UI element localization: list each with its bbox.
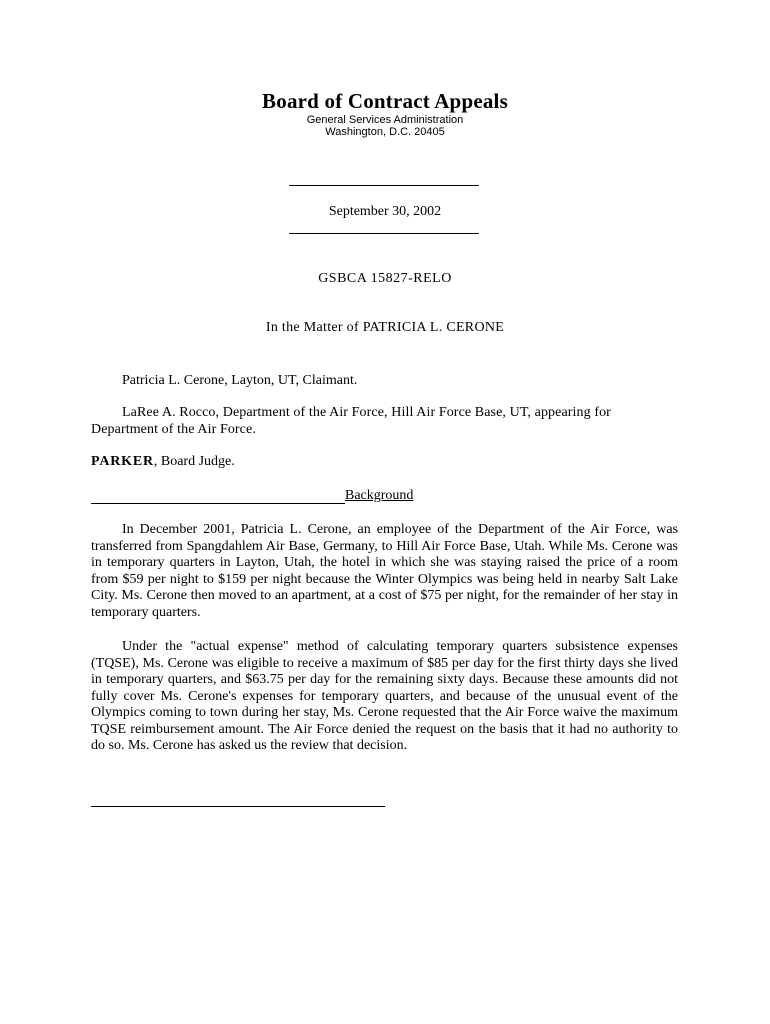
board-title: Board of Contract Appeals: [262, 89, 508, 113]
matter-caption: In the Matter of PATRICIA L. CERONE: [265, 320, 505, 335]
paragraph: Under the "actual expense" method of calculating temporary quarters subsistence expenses (TQSE), Ms. Cerone was eligible to receive a maximum of $85 per day for the first thirty days she lived in temporary quarters, and $63.75 per day for the remaining sixty days. Because these amounts did not fully cover Ms. Cerone's expenses for temporary quarters, and because of the unusual event of the Olympics coming to town during her stay, Ms. Cerone requested that the Air Force waive the maximum TQSE reimbursement amount. The Air Force denied the request on the basis that it had no authority to do so. Ms. Cerone has asked us the review that decision.: [91, 639, 678, 753]
judge-line: [91, 453, 679, 470]
claimant-line: Patricia L. Cerone, Layton, UT, Claimant.: [122, 373, 358, 388]
judge-name: PARKER: [91, 454, 154, 469]
paragraph: In December 2001, Patricia L. Cerone, an employee of the Department of the Air Force, was transferred from Spangdahlem Air Base, Germany, to Hill Air Force Base, Utah. While Ms. Cerone was in temporary quarters in Layton, Utah, the hotel in which she was staying raised the price of a room from $59 per night to $159 per night because the Winter Olympics was being held in nearby Salt Lake City. Ms. Cerone then moved to an apartment, at a cost of $75 per night, for the remainder of her stay in temporary quarters.: [91, 522, 678, 620]
divider-date: [289, 233, 479, 234]
judge-title: , Board Judge.: [153, 454, 235, 469]
decision-date: September 30, 2002: [328, 204, 442, 219]
case-number: GSBCA 15827-RELO: [318, 271, 452, 286]
agency-address: Washington, D.C. 20405: [325, 126, 445, 138]
heading-rule: [91, 503, 345, 504]
footnote-rule: [91, 806, 385, 807]
section-heading: Background: [345, 488, 414, 503]
divider-top: [289, 185, 479, 186]
counsel-line: LaRee A. Rocco, Department of the Air Force, Hill Air Force Base, UT, appearing for Department of the Air Force.: [91, 405, 611, 437]
agency-name: General Services Administration: [306, 114, 464, 126]
